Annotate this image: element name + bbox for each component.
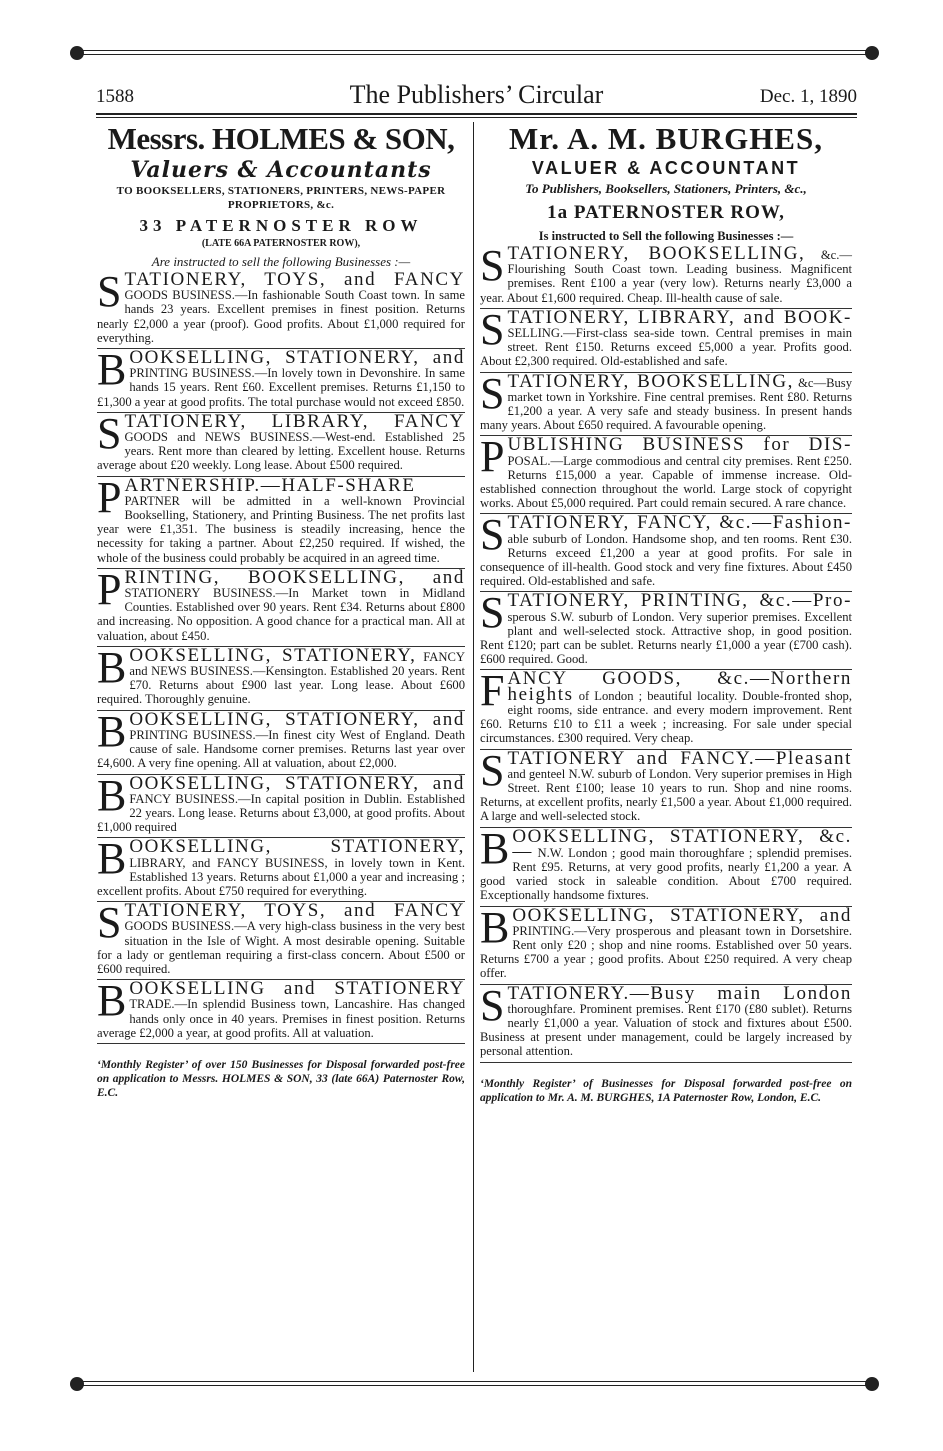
listing: STATIONERY and FANCY.—Pleasant and genteel N.W. suburb of London. Very superior premises in High Street. Rent £100; lease 10 years to run. Shop and nine rooms. Returns, at excellent profits, nearly £1,500 a year. About £1,000 required. A large and well-selected stock. — [480, 750, 852, 828]
listing: BOOKSELLING, STATIONERY, FANCY and NEWS BUSINESS.—Kensington. Established 20 years. Rent £70. Returns about £900 last year. Long lease. About £600 required. Thoroughly genuine. — [97, 647, 465, 711]
firm-address: 33 PATERNOSTER ROW — [139, 216, 423, 235]
profession-title: Valuers & Accountants — [130, 157, 432, 183]
listing: PARTNERSHIP.—HALF-SHARE PARTNER will be admitted in a well-known Provincial Bookselling, Stationery, and Printing Business. The net profits last year were £1,351. The business is steadily increasing, hence the necessity for taking a partner. About £2,250 required. If wished, the whole of the business could probably be acquired in an agreed time. — [97, 477, 465, 569]
listing: STATIONERY, BOOKSELLING, &c.—Flourishing South Coast town. Leading business. Magnificent premises. Rent £100 a year (very low). Returns nearly £3,000 a year. About £1,600 required. Cheap. Ill-health cause of sale. — [480, 245, 852, 309]
listing: FANCY GOODS, &c.—Northern heights of London ; beautiful locality. Double-fronted shop, eight rooms, side entrance. and every modern improvement. Rent £60. Returns £10 to £11 a week ; increasing. For sale under special circumstances. £300 required. Very cheap. — [480, 670, 852, 749]
listing: BOOKSELLING, STATIONERY, and FANCY BUSINESS.—In capital position in Dublin. Established 22 years. Long lease. Returns about £3,000, at good profits. About £1,000 required — [97, 775, 465, 839]
listing: STATIONERY, BOOKSELLING, &c—Busy market town in Yorkshire. Fine central premises. Rent £80. Returns £1,200 a year. A very safe and steady business. In present hands many years. About £650 required. A favourable opening. — [480, 373, 852, 437]
intro-line: Is instructed to Sell the following Businesses :— — [538, 229, 794, 243]
listing: STATIONERY, LIBRARY, FANCY GOODS and NEWS BUSINESS.—West-end. Established 25 years. Rent more than cleared by letting. Excellent house. Returns average about £20 weekly. Long lease. About £500 required. — [97, 413, 465, 477]
column-divider — [473, 122, 474, 1372]
clientele-line: TO BOOKSELLERS, STATIONERS, PRINTERS, NEWS-PAPER PROPRIETORS, &c. — [116, 185, 446, 211]
listing: BOOKSELLING, STATIONERY, &c.— N.W. London ; good main thoroughfare ; splendid premises. Rent £95. Returns, at very good profits, nearly £1,200 a year. A good varied stock in saleable condition. About £700 required. Exceptionally handsome fixtures. — [480, 828, 852, 907]
ornament-icon — [865, 46, 879, 60]
listing: BOOKSELLING, STATIONERY, and PRINTING BUSINESS.—In lovely town in Devonshire. In same hands 15 years. Rent £60. Excellent premises. Returns £1,150 to £1,300 a year at good profits. The total purchase would not exceed £850. — [97, 349, 465, 413]
listing: PUBLISHING BUSINESS for DIS- POSAL.—Large commodious and central city premises. Rent £250. Returns £15,000 a year. Capable of immense increase. Old-established connection throughout the world. Large stock of copyright works. About £5,000 required. Part could remain secured. A rare chance. — [480, 436, 852, 514]
top-border-rule — [78, 50, 873, 55]
ornament-icon — [70, 46, 84, 60]
listing: STATIONERY, PRINTING, &c.—Pro- sperous S.W. suburb of London. Very superior premises. Excellent plant and well-selected stock. Attractive shop, in good position. Rent £120; part can be sublet. Returns nearly £1,000 a year (£700 cash). £600 required. Good. — [480, 592, 852, 670]
ornament-icon — [865, 1377, 879, 1391]
header-rule — [96, 113, 857, 118]
firm-address: 1a PATERNOSTER ROW, — [547, 202, 785, 223]
bottom-border-rule — [78, 1381, 873, 1386]
listing: PRINTING, BOOKSELLING, and STATIONERY BUSINESS.—In Market town in Midland Counties. Established over 90 years. Rent £34. Returns about £800 and increasing. No opposition. A good chance for a practical man. All at valuation, about £450. — [97, 569, 465, 647]
clientele-line: To Publishers, Booksellers, Stationers, Printers, &c., — [525, 181, 807, 196]
listing: STATIONERY, TOYS, and FANCY GOODS BUSINESS.—A very high-class business in the very best situation in the Isle of Wight. A most desirable opening. Suitable for a lady or gentleman requiring a first-class concern. About £500 or £600 required. — [97, 902, 465, 980]
page-number: 1588 — [96, 86, 134, 107]
profession-title: VALUER & ACCOUNTANT — [531, 158, 801, 178]
listing: STATIONERY, LIBRARY, and BOOK- SELLING.—First-class sea-side town. Central premises in main street. Rent £150. Returns exceed £5,000 a year. Profits good. About £2,300 required. Old-established and safe. — [480, 309, 852, 373]
listing: STATIONERY, FANCY, &c.—Fashion- able suburb of London. Handsome shop, and ten rooms. Rent £30. Returns exceed £1,200 a year at good profits. For sale in consequence of ill-health. Good stock and very fine fixtures. About £450 required. Old-established and safe. — [480, 514, 852, 592]
right-column — [480, 122, 852, 1105]
footnote: ‘Monthly Register’ of Businesses for Disposal forwarded post-free on application to Mr. A. M. BURGHES, 1A Paternoster Row, London, E.C. — [480, 1077, 852, 1104]
left-column — [97, 122, 465, 1100]
listing: BOOKSELLING, STATIONERY, and PRINTING BUSINESS.—In finest city West of England. Death cause of sale. Handsome corner premises. Returns last year over £4,600. A very fine opening. All at valuation, about £2,000. — [97, 711, 465, 775]
listing: BOOKSELLING, STATIONERY, and PRINTING.—Very prosperous and pleasant town in Dorsetshire. Rent only £20 ; shop and nine rooms. Established over 50 years. Returns £700 a year ; good profits. About £250 required. A very cheap offer. — [480, 907, 852, 985]
footnote: ‘Monthly Register’ of over 150 Businesses for Disposal forwarded post-free on application to Messrs. HOLMES & SON, 33 (late 66A) Paternoster Row, E.C. — [97, 1058, 465, 1099]
listing: STATIONERY, TOYS, and FANCY GOODS BUSINESS.—In fashionable South Coast town. In same hands 23 years. Excellent premises in finest position. Returns nearly £2,000 a year (proof). Good profits. About £1,000 required for everything. — [97, 271, 465, 349]
listing: BOOKSELLING and STATIONERY TRADE.—In splendid Business town, Lancashire. Has changed hands only once in 40 years. Premises in finest position. Returns average £2,000 a year, at good profits. All at valuation. — [97, 980, 465, 1044]
ornament-icon — [70, 1377, 84, 1391]
journal-title: The Publishers’ Circular — [349, 80, 604, 109]
intro-line: Are instructed to sell the following Businesses :— — [151, 254, 411, 269]
listing: BOOKSELLING, STATIONERY, LIBRARY, and FANCY BUSINESS, in lovely town in Kent. Established 13 years. Returns about £1,000 a year and increasing ; excellent profits. About £750 required for everything. — [97, 838, 465, 902]
listing: STATIONERY.—Busy main London thoroughfare. Prominent premises. Rent £170 (£80 sublet). Returns nearly £1,000 a year. Valuation of stock and fixtures about £500. Business at present under management, could be largely increased by personal attention. — [480, 985, 852, 1063]
former-address: (LATE 66A PATERNOSTER ROW), — [201, 238, 361, 249]
firm-name: Messrs. HOLMES & SON, — [107, 121, 455, 156]
firm-name: Mr. A. M. BURGHES, — [509, 121, 823, 156]
issue-date: Dec. 1, 1890 — [759, 86, 857, 107]
running-head — [96, 80, 857, 112]
